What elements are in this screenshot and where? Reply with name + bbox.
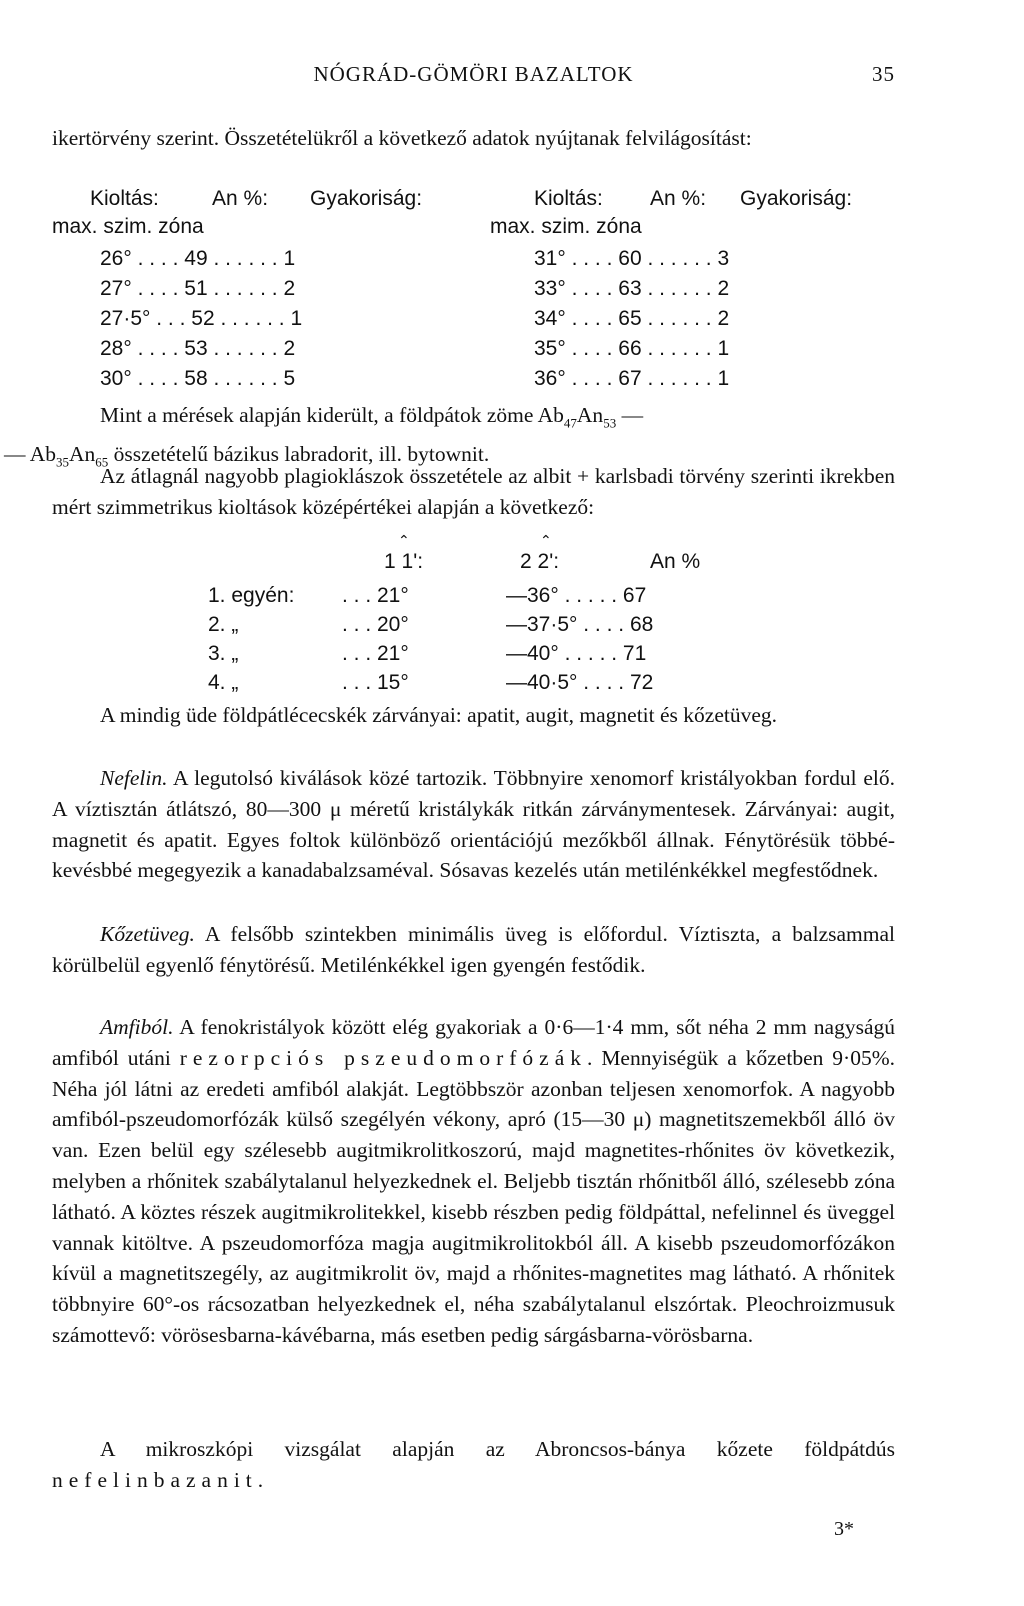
nefelin-paragraph (52, 763, 895, 886)
caret-mark: ⌃ (398, 532, 410, 548)
intro-paragraph: ikertörvény szerint. Összetételükről a következő adatok nyújtanak felvilágosítást: (52, 126, 752, 150)
t1-right-header-an: An %: (650, 187, 707, 210)
t1-right-header-zona: max. szim. zóna (490, 215, 642, 238)
t2-row-b: —40·5° . . . . 72 (506, 671, 654, 694)
t2-row-a: . . . 20° (342, 613, 409, 636)
page-header (52, 62, 895, 92)
t1-left-row: 28° . . . . 53 . . . . . . 2 (100, 337, 296, 360)
amfibol-text-b: . Mennyiségük a kőzetben 9·05%. Néha jól látni az eredeti amfiból alakját. Legtöbbször azonban teljesen xenomorfok. A nagyobb amfiból-pszeudomorfózák külső szegélyén vékony, apró (15—30 μ) magnetitszemekből álló öv van. Ezen belül egy szélesebb augitmikrolitkoszorú, majd magnetites-rhőnites öv következik, melyben a rhőnitek szabálytalanul helyezkednek el. Beljebb tisztán rhőnitből álló, szélesebb zóna látható. A köztes részek augitmikrolitekkel, kisebb részben pedig földpáttal, nefelinnel és üveggel vannak kitöltve. A pszeudomorfóza magja augitmikrolitokból áll. A kisebb pszeudomorfózákon kívül a magnetitszegély, az augitmikrolit öv, majd a rhőnites-magnetites mag látható. A rhőnitek többnyire 60°-os rácsozatban helyezkednek el, néha szabálytalanul elszórtak. Pleochroizmusuk számottevő: vörösesbarna-kávébarna, más esetben pedig sárgásbarna-vörösbarna. (52, 1045, 895, 1347)
t2-row-label: 4. „ (208, 671, 239, 694)
t2-header-2: 2 2': (520, 550, 560, 573)
subscript: 53 (603, 415, 617, 431)
para1-text: Mint a mérések alapján kiderült, a földpátok zöme Ab (100, 403, 564, 427)
kozetuveg-term: Kőzetüveg. (100, 922, 195, 946)
caret-mark: ⌃ (540, 532, 552, 548)
t1-right-row: 31° . . . . 60 . . . . . . 3 (534, 247, 730, 270)
t1-left-row: 26° . . . . 49 . . . . . . 1 (100, 247, 296, 270)
t1-left-header-zona: max. szim. zóna (52, 215, 204, 238)
t2-row-a: . . . 15° (342, 671, 409, 694)
plagioclase-paragraph: Az átlagnál nagyobb plagioklászok összetétele az albit + karlsbadi törvény szerinti ikrekben mért szimmetrikus kioltások középértékei alapján a következő: (52, 464, 895, 519)
t1-right-header-gyakorisag: Gyakoriság: (740, 187, 853, 210)
conclusion-spaced-term: nefelinbazanit (52, 1467, 258, 1492)
t1-left-row: 27° . . . . 51 . . . . . . 2 (100, 277, 296, 300)
para1-text: An (576, 403, 604, 427)
t2-row-label: 3. „ (208, 642, 239, 665)
t2-header-3: An % (650, 550, 701, 573)
nefelin-term: Nefelin. (100, 766, 168, 790)
inclusions-paragraph: A mindig üde földpátlécecskék zárványai: apatit, augit, magnetit és kőzetüveg. (100, 703, 778, 727)
amfibol-text-a: A fenokristályok között elég gyakoriak a 0·6—1·4 mm, sőt néha 2 mm nagyságú amfiból utáni (52, 1015, 895, 1070)
t1-left-row: 27·5° . . . 52 . . . . . . 1 (100, 307, 303, 330)
t2-row-label: 1. egyén: (208, 584, 295, 607)
t1-right-row: 36° . . . . 67 . . . . . . 1 (534, 367, 730, 390)
t1-left-row: 30° . . . . 58 . . . . . . 5 (100, 367, 296, 390)
kozetuveg-paragraph (52, 919, 895, 981)
para1-text: — Ab (4, 442, 56, 467)
t2-row-a: . . . 21° (342, 642, 409, 665)
conclusion-end: . (257, 1467, 264, 1492)
para1-text: An (68, 442, 96, 467)
amfibol-term: Amfiból. (100, 1015, 174, 1039)
t1-left-header-kioltas: Kioltás: (90, 187, 159, 210)
conclusion-text: A mikroszkópi vizsgálat alapján az Abroncsos-bánya kőzete földpátdús (100, 1437, 895, 1461)
t2-header-1: 1 1': (384, 550, 424, 573)
subscript: 35 (55, 454, 69, 470)
t2-row-b: —40° . . . . . 71 (506, 642, 647, 665)
signature-mark: 3* (834, 1518, 854, 1540)
page-number: 35 (872, 62, 895, 86)
t1-left-header-an: An %: (212, 187, 269, 210)
kozetuveg-text: A felsőbb szintekben minimális üveg is előfordul. Víztiszta, a balzsammal körülbelül egyenlő fénytörésű. Metilénkékkel igen gyengén festődik. (52, 922, 895, 977)
t1-right-row: 33° . . . . 63 . . . . . . 2 (534, 277, 730, 300)
t1-right-header-kioltas: Kioltás: (534, 187, 603, 210)
t2-row-a: . . . 21° (342, 584, 409, 607)
running-title: NÓGRÁD-GÖMÖRI BAZALTOK (313, 62, 634, 86)
t2-row-b: —36° . . . . . 67 (506, 584, 647, 607)
t2-row-label: 2. „ (208, 613, 239, 636)
amfibol-paragraph (52, 1012, 895, 1351)
t1-right-row: 34° . . . . 65 . . . . . . 2 (534, 307, 730, 330)
conclusion-paragraph (52, 1434, 895, 1496)
t1-right-row: 35° . . . . 66 . . . . . . 1 (534, 337, 730, 360)
para1-text: összetételű bázikus labradorit, ill. bytownit. (108, 442, 490, 467)
t1-left-header-gyakorisag: Gyakoriság: (310, 187, 423, 210)
amfibol-spaced-term: rezorpciós pszeudomorfózák (179, 1045, 588, 1070)
subscript: 65 (95, 454, 109, 470)
t2-row-b: —37·5° . . . . 68 (506, 613, 654, 636)
nefelin-text: A legutolsó kiválások közé tartozik. Többnyire xenomorf kristályokban fordul elő. A víztisztán átlátszó, 80—300 μ méretű kristálykák ritkán zárványmentesek. Zárványai: augit, magnetit és apatit. Egyes foltok különböző orientációjú mezőkből állnak. Fénytörésük többé-kevésbbé megegyezik a kanadabalzsaméval. Sósavas kezelés után metilénkékkel megfestődnek. (52, 766, 895, 883)
para1-text: — (616, 403, 644, 427)
subscript: 47 (563, 415, 577, 431)
